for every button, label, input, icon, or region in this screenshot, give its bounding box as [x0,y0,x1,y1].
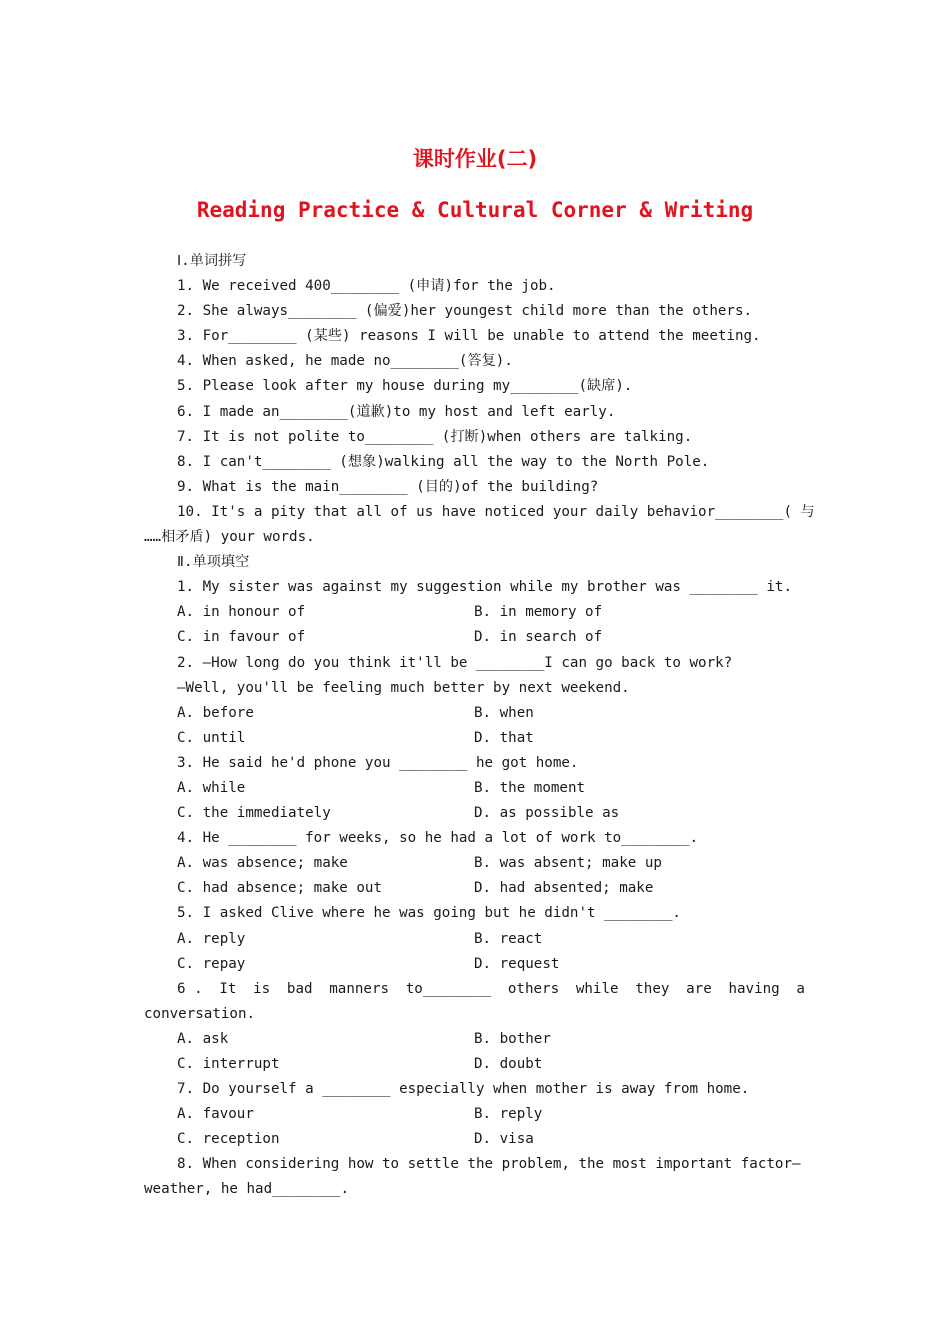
section-heading-spelling: Ⅰ.单词拼写 [177,253,247,269]
option-a: A. ask [177,1030,229,1047]
stem-word: while [575,980,619,997]
spelling-item: 1. We received 400________ (申请)for the job. [177,278,556,295]
option-row [0,1102,950,1127]
stem-word: others [507,980,560,997]
option-row [0,776,950,801]
option-c: C. repay [177,955,246,972]
spelling-item: 5. Please look after my house during my________(缺席). [177,378,633,395]
question-stem-continued: weather, he had________. [144,1181,349,1198]
option-c: C. in favour of [177,629,306,646]
option-d: D. had absented; make [474,880,654,897]
option-row [0,726,950,751]
stem-word: having [728,980,780,997]
spelling-item: 8. I can't________ (想象)walking all the way to the North Pole. [177,453,710,470]
stem-word: to________ [405,980,492,997]
option-row [0,876,950,901]
spelling-item: 3. For________ (某些) reasons I will be unable to attend the meeting. [177,328,761,345]
stem-word: is [253,980,271,997]
option-c: C. interrupt [177,1056,280,1072]
option-d: D. visa [474,1131,534,1148]
option-row [0,1052,950,1077]
page-title-chinese: 课时作业(二) [412,147,538,171]
spelling-item: 6. I made an________(道歉)to my host and left early. [177,403,616,420]
option-b: B. in memory of [474,604,603,621]
spelling-item: 4. When asked, he made no________(答复). [177,353,513,370]
option-d: D. that [474,729,534,746]
spelling-item: 10. It's a pity that all of us have noticed your daily behavior________( 与 [177,503,815,520]
option-d: D. request [474,955,560,972]
option-row [0,600,950,625]
option-b: B. was absent; make up [474,855,662,872]
option-b: B. react [474,930,543,947]
spelling-item-continued: ……相矛盾) your words. [144,529,315,546]
option-row [0,625,950,650]
stem-word: manners [329,980,390,997]
option-row [0,927,950,952]
option-row [0,851,950,876]
option-row [0,701,950,726]
question-stem: 3. He said he'd phone you ________ he got home. [177,754,579,771]
question-stem: 1. My sister was against my suggestion while my brother was ________ it. [177,579,792,596]
option-c: C. the immediately [177,805,331,822]
option-d: D. as possible as [474,805,620,822]
option-c: C. had absence; make out [177,880,382,897]
option-row [0,952,950,977]
stem-word: they [635,980,670,997]
option-b: B. when [474,704,534,721]
question-stem: 4. He ________ for weeks, so he had a lot of work to________. [177,830,699,847]
option-a: A. favour [177,1106,254,1123]
option-b: B. the moment [474,779,586,796]
question-stem-justified [0,977,805,1002]
option-c: C. reception [177,1131,280,1148]
option-row [0,1127,950,1152]
option-c: C. until [177,729,246,746]
option-d: D. in search of [474,629,603,646]
stem-word: bad [286,980,313,997]
option-a: A. reply [177,930,246,947]
question-stem: 8. When considering how to settle the problem, the most important factor— [177,1156,801,1173]
option-b: B. bother [474,1030,551,1047]
question-stem: 2. —How long do you think it'll be ________I can go back to work? [177,654,733,671]
stem-word: It [219,980,237,997]
section-heading-multiple-choice: Ⅱ.单项填空 [177,554,250,571]
option-a: A. before [177,704,254,721]
question-stem: 5. I asked Clive where he was going but he didn't ________. [177,905,681,922]
option-row [0,1027,950,1052]
option-b: B. reply [474,1106,543,1123]
spelling-item: 7. It is not polite to________ (打断)when others are talking. [177,428,693,445]
page-title-english: Reading Practice & Cultural Corner & Writing [196,198,754,222]
option-d: D. doubt [474,1056,543,1072]
spelling-item: 2. She always________ (偏爱)her youngest child more than the others. [177,303,753,320]
stem-word: are [686,980,712,997]
option-a: A. was absence; make [177,855,348,872]
option-a: A. while [177,779,246,796]
option-row [0,801,950,826]
question-stem-reply: —Well, you'll be feeling much better by next weekend. [177,679,630,696]
question-stem-continued: conversation. [144,1005,256,1022]
exercise-body [0,249,950,1203]
option-a: A. in honour of [177,604,306,621]
spelling-item: 9. What is the main________ (目的)of the building? [177,478,599,495]
question-stem: 7. Do yourself a ________ especially when mother is away from home. [177,1081,750,1098]
stem-word: 6 . [177,980,203,997]
stem-word: a [796,980,805,997]
